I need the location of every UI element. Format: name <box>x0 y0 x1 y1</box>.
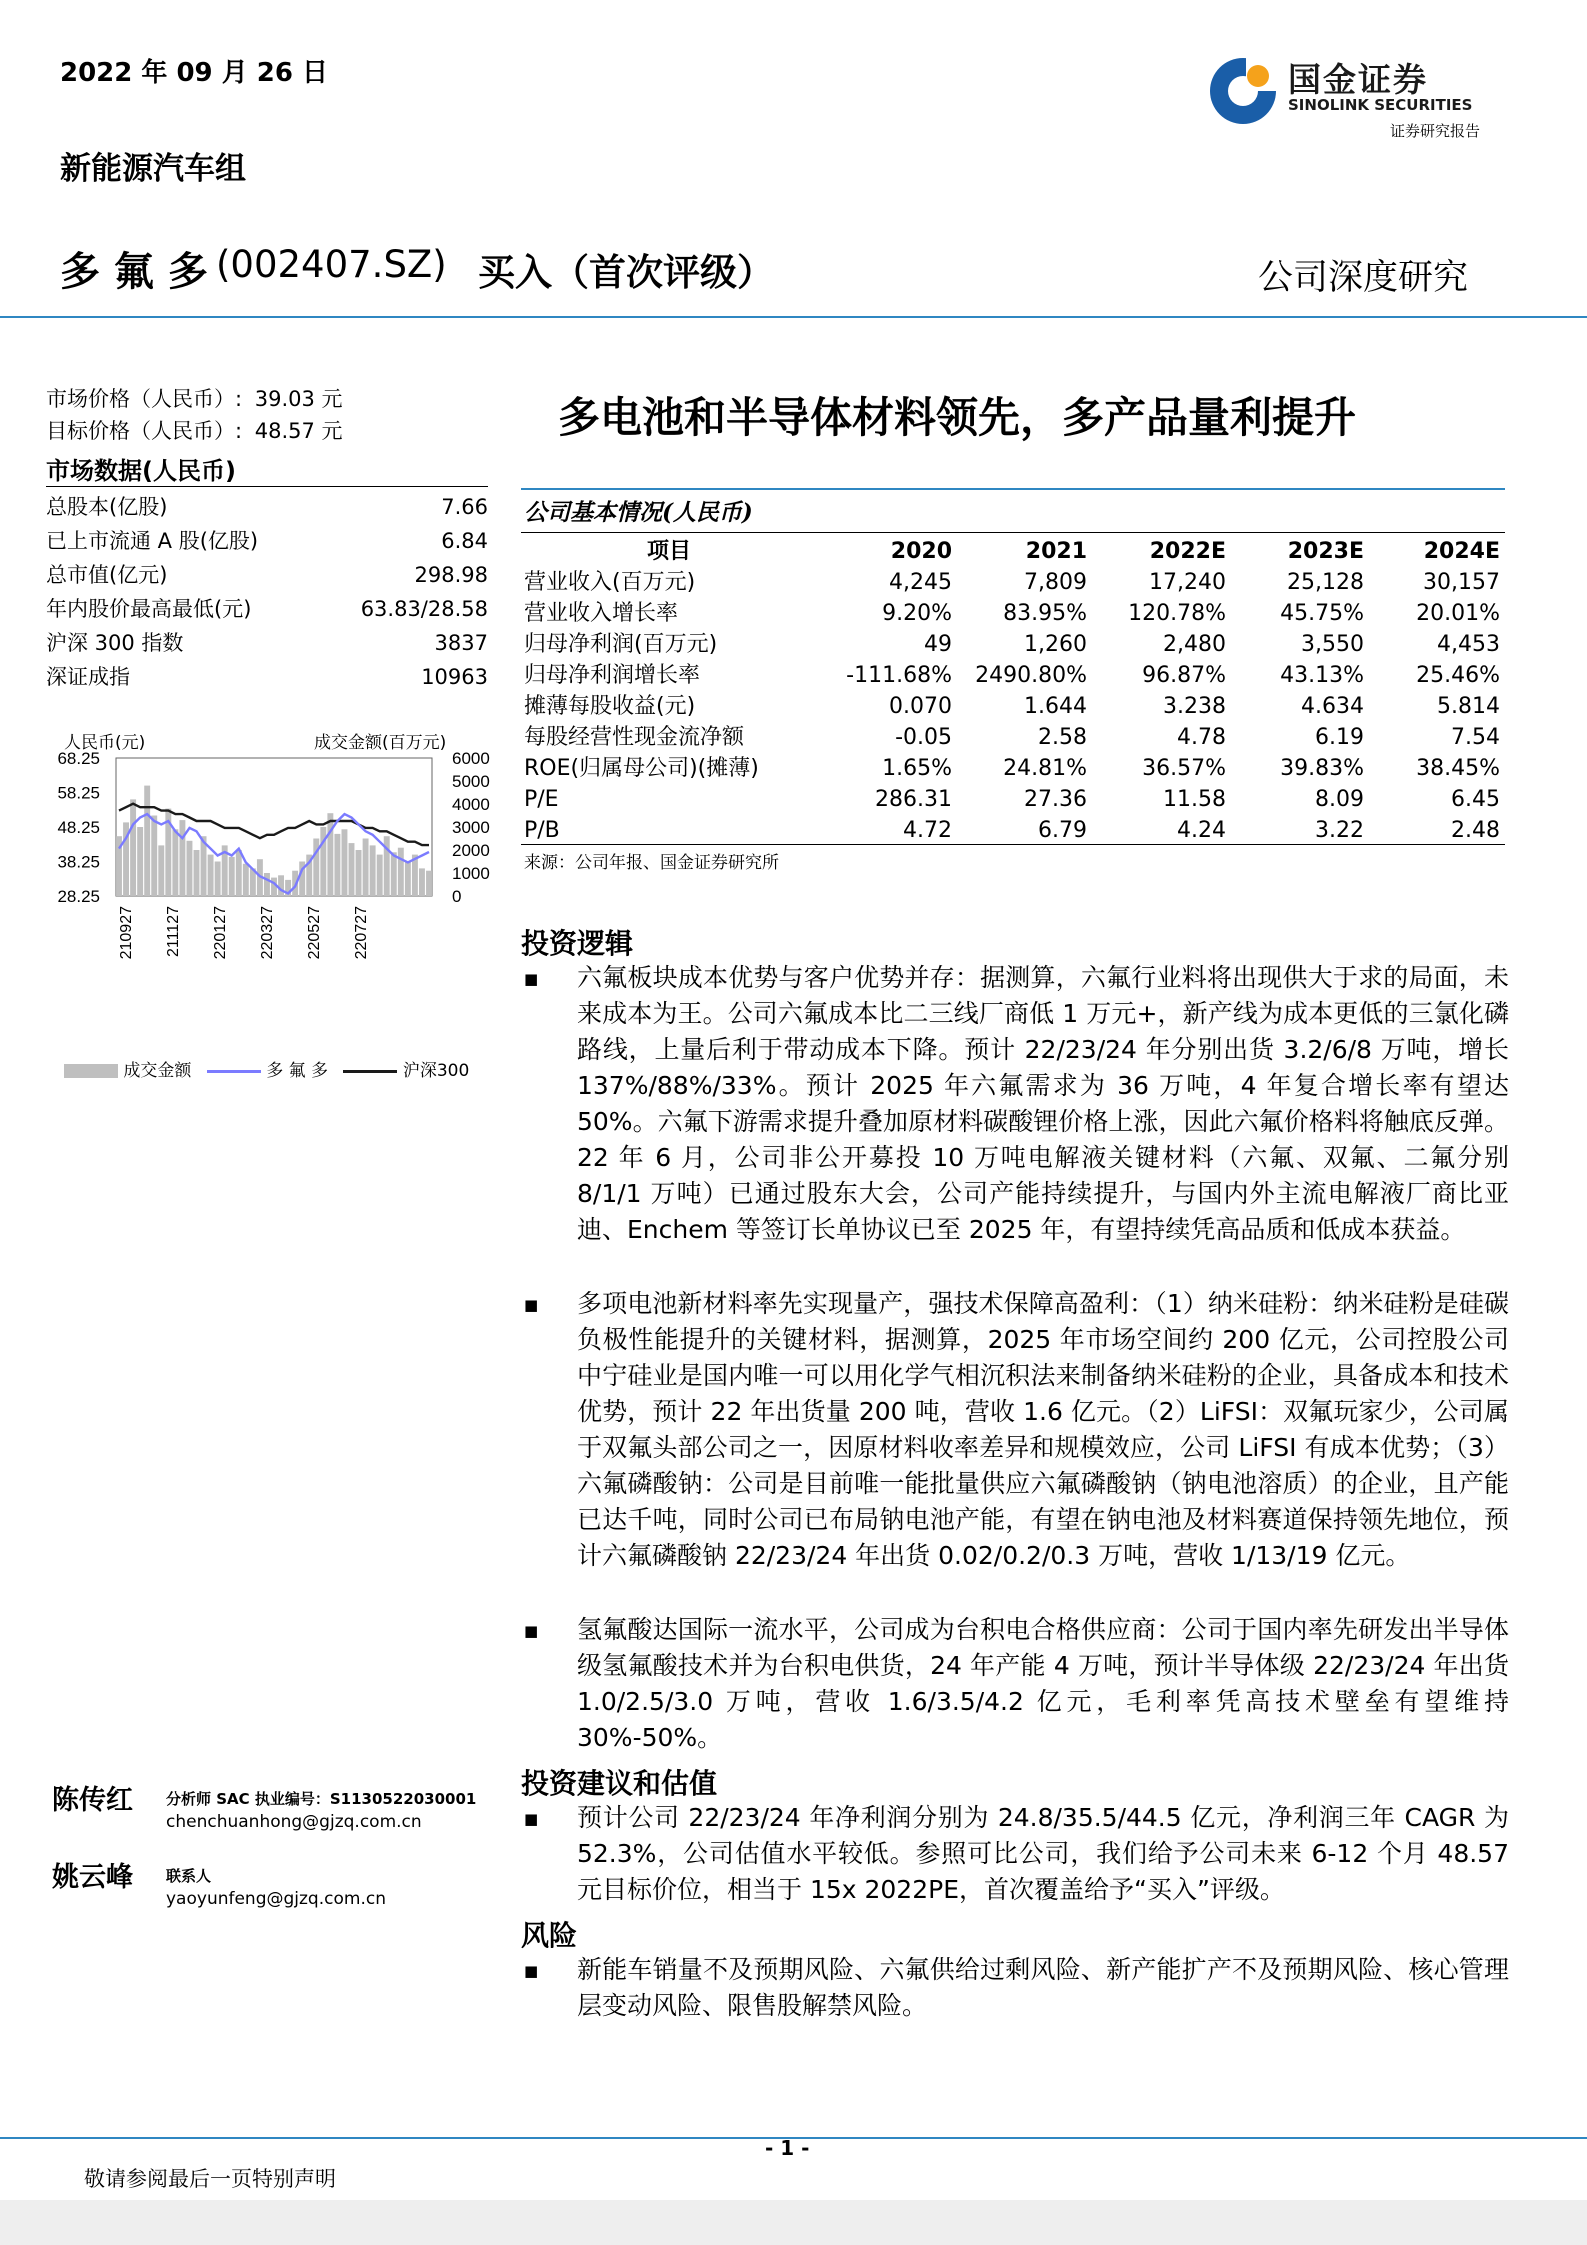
table-row <box>524 815 1504 846</box>
table-cell: 1.644 <box>1024 694 1087 719</box>
table-row <box>524 598 1504 629</box>
y-right-tick-label: 2000 <box>452 841 490 860</box>
table-cell: 3.22 <box>1315 818 1364 843</box>
footer-band <box>0 2200 1587 2245</box>
table-source: 来源：公司年报、国金证券研究所 <box>524 853 779 873</box>
table-row-label: 摊薄每股收益(元) <box>524 694 696 719</box>
target-price-label: 目标价格（人民币）: <box>46 419 243 443</box>
table-cell: 286.31 <box>875 787 952 812</box>
bullet-icon: ■ <box>524 970 539 988</box>
table-row <box>524 660 1504 691</box>
market-row-label: 总股本(亿股) <box>46 495 168 519</box>
logic-paragraph: 氢氟酸达国际一流水平，公司成为台积电合格供应商：公司于国内率先研发出半导体级氢氟酸技术并为台积电供货，24 年产能 4 万吨，预计半导体级 22/23/24 年出货 1.0/2.5/3.0 万吨，营收 1.6/3.5/4.2 亿元，毛利率凭高技术壁垒有望维持 30%-50%。 <box>577 1615 1509 1752</box>
volume-bar <box>327 813 333 896</box>
analyst-1 <box>52 1778 512 1838</box>
rating: 买入（首次评级） <box>478 251 774 294</box>
volume-bar <box>370 845 376 896</box>
table-cell: 6.79 <box>1038 818 1087 843</box>
volume-bar <box>151 816 157 897</box>
volume-bar <box>341 829 347 896</box>
investment-logic-heading: 投资逻辑 <box>521 927 634 960</box>
table-cell: 38.45% <box>1416 756 1500 781</box>
table-cell: 120.78% <box>1128 601 1226 626</box>
volume-bar <box>264 873 270 896</box>
volume-bar <box>349 843 355 896</box>
table-cell: 83.95% <box>1003 601 1087 626</box>
volume-bar <box>229 857 235 896</box>
table-cell: 96.87% <box>1142 663 1226 688</box>
market-data-title: 市场数据(人民币) <box>46 457 236 485</box>
x-tick-label: 220327 <box>259 906 276 960</box>
volume-bar <box>130 799 136 896</box>
bullet-icon: ■ <box>524 1622 539 1640</box>
volume-bar <box>179 820 185 896</box>
market-row-value: 6.84 <box>441 529 488 553</box>
market-row-label: 总市值(亿元) <box>46 563 168 587</box>
volume-bar <box>377 855 383 896</box>
report-title: 多电池和半导体材料领先，多产品量利提升 <box>558 393 1357 442</box>
logo-text-cn: 国金证券 <box>1288 60 1428 99</box>
table-cell: 3.238 <box>1163 694 1226 719</box>
table-row <box>524 722 1504 753</box>
market-row <box>46 492 488 522</box>
table-row-label: 营业收入增长率 <box>524 601 679 626</box>
table-cell: 2.48 <box>1451 818 1500 843</box>
legend-index-label: 沪深300 <box>402 1061 470 1081</box>
analyst-2 <box>52 1855 512 1915</box>
legend-volume-swatch <box>64 1064 118 1078</box>
volume-bar <box>172 829 178 896</box>
x-tick-label: 220127 <box>212 906 229 960</box>
header-divider <box>0 316 1587 318</box>
market-row-value: 63.83/28.58 <box>360 597 488 621</box>
table-header-rule <box>521 532 1505 533</box>
table-cell: 6.45 <box>1451 787 1500 812</box>
market-price-label: 市场价格（人民币）: <box>46 387 243 411</box>
price-chart-svg <box>40 750 510 1070</box>
market-row-label: 沪深 300 指数 <box>46 631 184 655</box>
industry-group: 新能源汽车组 <box>60 151 246 187</box>
left-axis-label: 人民币(元) <box>64 733 146 753</box>
risk-paragraph: 新能车销量不及预期风险、六氟供给过剩风险、新产能扩产不及预期风险、核心管理层变动风险、限售股解禁风险。 <box>577 1955 1509 2020</box>
analyst-email[interactable]: yaoyunfeng@gjzq.com.cn <box>166 1889 386 1909</box>
market-row <box>46 560 488 590</box>
market-row-value: 7.66 <box>441 495 488 519</box>
table-cell: 30,157 <box>1423 570 1500 595</box>
y-left-tick-label: 28.25 <box>57 887 100 906</box>
target-price-row <box>46 416 466 446</box>
table-header-cell: 2023E <box>1287 539 1364 564</box>
logic-paragraph: 多项电池新材料率先实现量产，强技术保障高盈利：（1）纳米硅粉：纳米硅粉是硅碳负极性能提升的关键材料，据测算，2025 年市场空间约 200 亿元，公司控股公司中宁硅业是国内唯一可以用化学气相沉积法来制备纳米硅粉的企业，具备成本和技术优势，预计 22 年出货量 200 吨，营收 1.6 亿元。（2）LiFSI：双氟玩家少，公司属于双氟头部公司之一，因原材料收率差异和规模效应，公司 LiFSI 有成本优势；（3）六氟磷酸钠：公司是目前唯一能批量供应六氟磷酸钠（钠电池溶质）的企业，且产能已达千吨，同时公司已布局钠电池产能，有望在钠电池及材料赛道保持领先地位，预计六氟磷酸钠 22/23/24 年出货 0.02/0.2/0.3 万吨，营收 1/13/19 亿元。 <box>577 1289 1509 1570</box>
analyst-name: 姚云峰 <box>52 1862 133 1893</box>
market-row-label: 深证成指 <box>46 665 130 689</box>
market-row <box>46 628 488 658</box>
y-left-tick-label: 38.25 <box>57 852 100 872</box>
bullet-icon: ■ <box>524 1810 539 1828</box>
table-row-label: P/B <box>524 818 560 843</box>
table-row <box>524 629 1504 660</box>
report-date: 2022 年 09 月 26 日 <box>60 58 328 88</box>
table-cell: 6.19 <box>1315 725 1364 750</box>
volume-bar <box>137 827 143 896</box>
volume-bar <box>398 848 404 896</box>
y-right-tick-label: 4000 <box>452 795 490 814</box>
right-axis-label: 成交金额(百万元) <box>314 733 447 753</box>
table-row-label: ROE(归属母公司)(摊薄) <box>524 756 759 781</box>
table-cell: 25,128 <box>1287 570 1364 595</box>
volume-bar <box>419 868 425 896</box>
report-type: 公司深度研究 <box>1258 258 1469 298</box>
table-row <box>524 784 1504 815</box>
analyst-email[interactable]: chenchuanhong@gjzq.com.cn <box>166 1812 422 1832</box>
x-tick-label: 220527 <box>306 906 323 960</box>
company-name: 多 氟 多 <box>60 249 208 295</box>
table-row-label: 归母净利润增长率 <box>524 663 701 688</box>
logo-text-en: SINOLINK SECURITIES <box>1288 96 1473 114</box>
valuation-paragraph: 预计公司 22/23/24 年净利润分别为 24.8/35.5/44.5 亿元，净利润三年 CAGR 为 52.3%，公司估值水平较低。参照可比公司，我们给予公司未来 6-12 个月 48.57 元目标价位，相当于 15x 2022PE，首次覆盖给予“买入”评级。 <box>577 1803 1509 1904</box>
market-row <box>46 594 488 624</box>
market-row-label: 已上市流通 A 股(亿股) <box>46 529 259 553</box>
x-tick-label: 210927 <box>118 906 135 960</box>
y-left-tick-label: 58.25 <box>57 783 100 803</box>
market-row <box>46 662 488 692</box>
table-cell: 4.634 <box>1301 694 1364 719</box>
chart-legend <box>64 1056 469 1081</box>
y-right-tick-label: 6000 <box>452 750 490 768</box>
footer-disclaimer: 敬请参阅最后一页特别声明 <box>84 2167 336 2191</box>
table-cell: -111.68% <box>846 663 952 688</box>
y-right-tick-label: 3000 <box>452 818 490 837</box>
table-cell: 9.20% <box>882 601 952 626</box>
table-header-cell: 2020 <box>890 539 952 564</box>
table-row-label: 营业收入(百万元) <box>524 570 696 595</box>
table-cell: 2490.80% <box>975 663 1087 688</box>
table-cell: 11.58 <box>1163 787 1226 812</box>
volume-bar <box>194 850 200 896</box>
table-header-cell: 项目 <box>647 539 692 564</box>
table-cell: 4.72 <box>903 818 952 843</box>
volume-bar <box>158 845 164 896</box>
logic-paragraph: 六氟板块成本优势与客户优势并存：据测算，六氟行业料将出现供大于求的局面，未来成本为王。公司六氟成本比二三线厂商低 1 万元+，新产线为成本更低的三氯化磷路线，上量后利于带动成本下降。预计 22/23/24 年分别出货 3.2/6/8 万吨，增长 137%/88%/33%。预计 2025 年六氟需求为 36 万吨，4 年复合增长率有望达 50%。六氟下游需求提升叠加原材料碳酸锂价格上涨，因此六氟价格料将触底反弹。22 年 6 月，公司非公开募投 10 万吨电解液关键材料（六氟、双氟、二氟分别 8/1/1 万吨）已通过股东大会，公司产能持续提升，与国内外主流电解液厂商比亚迪、Enchem 等签订长单协议已至 2025 年，有望持续凭高品质和低成本获益。 <box>577 963 1509 1244</box>
table-row <box>524 753 1504 784</box>
volume-bar <box>208 855 214 896</box>
x-tick-label: 211127 <box>165 906 182 958</box>
logo-mark-icon <box>1208 56 1278 126</box>
table-header-row <box>524 536 1504 567</box>
table-cell: 3,550 <box>1301 632 1364 657</box>
table-cell: 1,260 <box>1024 632 1087 657</box>
market-row-label: 年内股价最高最低(元) <box>46 597 252 621</box>
target-price-value: 48.57 元 <box>254 419 343 443</box>
table-top-rule <box>521 488 1505 490</box>
table-cell: 4.78 <box>1177 725 1226 750</box>
volume-bar <box>278 875 284 896</box>
market-price-value: 39.03 元 <box>254 387 343 411</box>
table-row-label: 归母净利润(百万元) <box>524 632 718 657</box>
volume-bar <box>215 862 221 897</box>
table-cell: 1.65% <box>882 756 952 781</box>
legend-index-swatch <box>343 1070 397 1073</box>
legend-volume-label: 成交金额 <box>123 1061 192 1081</box>
table-cell: 25.46% <box>1416 663 1500 688</box>
analyst-name: 陈传红 <box>52 1785 133 1816</box>
table-cell: 36.57% <box>1142 756 1226 781</box>
market-price-row <box>46 384 466 414</box>
table-cell: 43.13% <box>1280 663 1364 688</box>
table-cell: 4,453 <box>1437 632 1500 657</box>
price-chart <box>40 720 510 1100</box>
table-cell: 5.814 <box>1437 694 1500 719</box>
table-cell: 2,480 <box>1163 632 1226 657</box>
table-row <box>524 567 1504 598</box>
table-cell: 4,245 <box>889 570 952 595</box>
y-left-tick-label: 48.25 <box>57 818 100 837</box>
table-bottom-rule <box>521 844 1505 845</box>
market-row-value: 298.98 <box>414 563 488 587</box>
table-cell: 27.36 <box>1024 787 1087 812</box>
table-cell: 7,809 <box>1024 570 1087 595</box>
volume-bar <box>334 834 340 896</box>
table-header-cell: 2021 <box>1025 539 1087 564</box>
volume-bar <box>356 850 362 896</box>
legend-stock-swatch <box>207 1070 261 1073</box>
risk-heading: 风险 <box>521 1919 578 1952</box>
table-cell: 0.070 <box>889 694 952 719</box>
legend-stock-label: 多 氟 多 <box>266 1061 329 1081</box>
bullet-icon: ■ <box>524 1962 539 1980</box>
market-data-divider <box>46 486 488 487</box>
table-cell: 2.58 <box>1038 725 1087 750</box>
volume-bar <box>186 841 192 896</box>
table-cell: 24.81% <box>1003 756 1087 781</box>
y-right-tick-label: 0 <box>452 887 462 906</box>
table-header-cell: 2024E <box>1423 539 1500 564</box>
volume-bar <box>391 852 397 896</box>
volume-bar <box>144 786 150 896</box>
x-tick-label: 220727 <box>353 906 370 960</box>
volume-bar <box>243 864 249 896</box>
volume-bar <box>363 839 369 897</box>
bullet-icon: ■ <box>524 1296 539 1314</box>
y-right-tick-label: 1000 <box>452 864 490 883</box>
report-category: 证券研究报告 <box>1390 122 1481 140</box>
analyst-role: 分析师 SAC 执业编号：S1130522030001 <box>166 1790 477 1808</box>
table-cell: 20.01% <box>1416 601 1500 626</box>
table-cell: 39.83% <box>1280 756 1364 781</box>
stock-code: (002407.SZ) <box>216 243 447 286</box>
table-cell: 4.24 <box>1177 818 1226 843</box>
table-cell: 45.75% <box>1280 601 1364 626</box>
y-right-tick-label: 5000 <box>452 772 490 791</box>
market-row-value: 10963 <box>421 665 488 689</box>
table-cell: 7.54 <box>1451 725 1500 750</box>
table-row-label: 每股经营性现金流净额 <box>524 725 745 750</box>
market-row-value: 3837 <box>434 631 488 655</box>
market-row <box>46 526 488 556</box>
table-row-label: P/E <box>524 787 559 812</box>
page-number: - 1 - <box>765 2136 810 2160</box>
table-header-cell: 2022E <box>1149 539 1226 564</box>
volume-bar <box>405 862 411 897</box>
valuation-heading: 投资建议和估值 <box>521 1767 718 1800</box>
y-left-tick-label: 68.25 <box>57 750 100 768</box>
table-row <box>524 691 1504 722</box>
table-cell: 49 <box>924 632 952 657</box>
table-cell: 17,240 <box>1149 570 1226 595</box>
table-title: 公司基本情况(人民币) <box>524 499 753 526</box>
volume-bar <box>426 871 432 896</box>
analyst-role: 联系人 <box>166 1867 212 1885</box>
volume-bar <box>236 850 242 896</box>
table-cell: -0.05 <box>895 725 952 750</box>
table-cell: 8.09 <box>1315 787 1364 812</box>
